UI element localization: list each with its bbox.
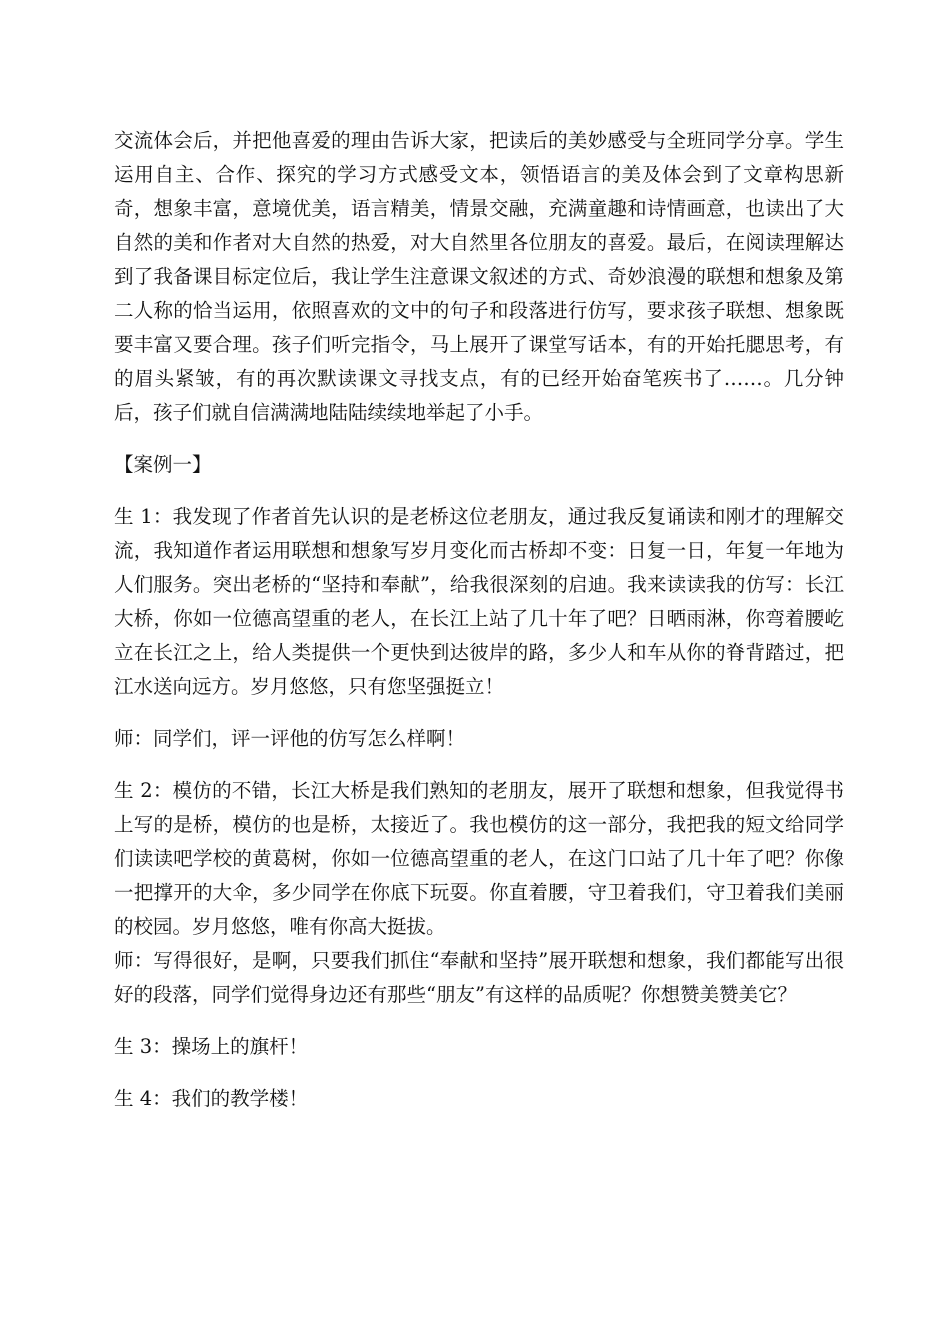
intro-paragraph: 交流体会后，并把他喜爱的理由告诉大家，把读后的美妙感受与全班同学分享。学生运用自主、合作、探究的学习方式感受文本，领悟语言的美及体会到了文章构思新奇，想象丰富，意境优美，语言精美，情景交融，充满童趣和诗情画意，也读出了大自然的美和作者对大自然的热爱，对大自然里各位朋友的喜爱。最后，在阅读理解达到了我备课目标定位后，我让学生注意课文叙述的方式、奇妙浪漫的联想和想象及第二人称的恰当运用，依照喜欢的文中的句子和段落进行仿写，要求孩子联想、想象既要丰富又要合理。孩子们听完指令，马上展开了课堂写话本，有的开始托腮思考，有的眉头紧皱，有的再次默读课文寻找支点，有的已经开始奋笔疾书了……。几分钟后，孩子们就自信满满地陆陆续续地举起了小手。 (114, 129, 844, 424)
student-2-paragraph: 生 2：模仿的不错，长江大桥是我们熟知的老朋友，展开了联想和想象，但我觉得书上写的是桥，模仿的也是桥，太接近了。我也模仿的这一部分，我把我的短文给同学们读读吧学校的黄葛树，你如一位德高望重的老人，在这门口站了几十年了吧？你像一把撑开的大伞，多少同学在你底下玩耍。你直着腰，守卫着我们，守卫着我们美丽的校园。岁月悠悠，唯有你高大挺拔。 (114, 779, 844, 938)
teacher-2-paragraph: 师：写得很好，是啊，只要我们抓住“奉献和坚持”展开联想和想象，我们都能写出很好的段落，同学们觉得身边还有那些“朋友”有这样的品质呢？你想赞美赞美它？ (114, 949, 844, 1006)
case-heading: 【案例一】 (114, 453, 212, 476)
student-3-paragraph: 生 3：操场上的旗杆！ (114, 1035, 309, 1058)
student-4-paragraph: 生 4：我们的教学楼！ (114, 1087, 309, 1110)
student-1-paragraph: 生 1：我发现了作者首先认识的是老桥这位老朋友，通过我反复诵读和刚才的理解交流，我知道作者运用联想和想象写岁月变化而古桥却不变：日复一日，年复一年地为人们服务。突出老桥的“坚持和奉献”，给我很深刻的启迪。我来读读我的仿写：长江大桥，你如一位德高望重的老人，在长江上站了几十年了吧？日晒雨淋，你弯着腰屹立在长江之上，给人类提供一个更快到达彼岸的路，多少人和车从你的脊背踏过，把江水送向远方。岁月悠悠，只有您坚强挺立！ (114, 505, 844, 698)
teacher-1-paragraph: 师：同学们，评一评他的仿写怎么样啊！ (114, 727, 466, 750)
document-page (114, 124, 844, 1116)
